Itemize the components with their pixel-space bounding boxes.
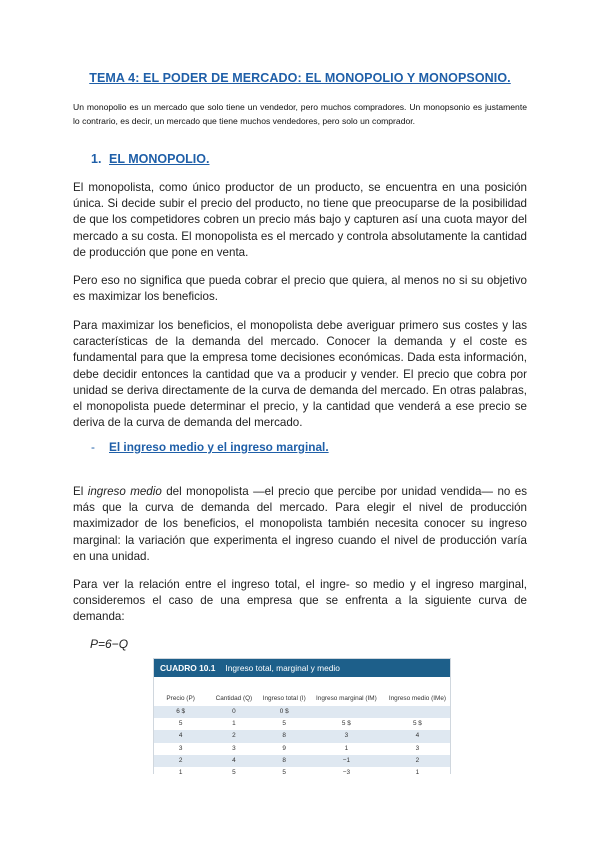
table-cell: 1 bbox=[207, 718, 260, 730]
p4-prefix: El bbox=[73, 485, 88, 498]
table-cell: 5 bbox=[154, 718, 207, 730]
paragraph-2: Pero eso no significa que pueda cobrar el precio que quiera, al menos no si su objetivo es maximizar los beneficios. bbox=[73, 274, 527, 304]
table-row bbox=[154, 755, 450, 767]
intro-paragraph: Un monopolio es un mercado que solo tiene un vendedor, pero muchos compradores. Un monopsonio es justamente lo contrario, es decir, un mercado que tiene muchos vendedores, pero solo un comprador. bbox=[73, 102, 527, 126]
table-header-bar bbox=[154, 659, 450, 677]
table-cell: 4 bbox=[207, 755, 260, 767]
col-header: Precio (P) bbox=[154, 677, 207, 706]
revenue-table bbox=[153, 658, 451, 777]
p4-italic-term: ingreso medio bbox=[87, 485, 162, 498]
table-cell: 3 bbox=[154, 743, 207, 755]
col-header: Ingreso medio (IMe) bbox=[385, 677, 450, 706]
table-label: CUADRO 10.1 bbox=[160, 663, 216, 673]
table-cell bbox=[308, 706, 385, 718]
paragraph-4 bbox=[73, 484, 527, 565]
table-cell bbox=[385, 706, 450, 718]
section-number: 1. bbox=[91, 152, 102, 166]
table-cell: −3 bbox=[308, 767, 385, 779]
col-header: Ingreso total (I) bbox=[261, 677, 308, 706]
table-row bbox=[154, 767, 450, 779]
table-row bbox=[154, 706, 450, 718]
table-cell: 0 $ bbox=[261, 706, 308, 718]
subsection-heading bbox=[91, 440, 329, 454]
table-cell: −1 bbox=[308, 755, 385, 767]
p4-rest: del monopolista —el precio que percibe por unidad vendida— no es más que la curva de demanda del mercado. Para elegir el nivel de producción maximizador de los beneficios, el monopolista también necesita conocer su ingreso marginal: la variación que experimenta el ingreso cuando el nivel de producción varía en una unidad. bbox=[73, 485, 528, 563]
table-cell: 5 bbox=[261, 718, 308, 730]
table-title: Ingreso total, marginal y medio bbox=[225, 663, 340, 673]
document-title: TEMA 4: EL PODER DE MERCADO: EL MONOPOLIO Y MONOPSONIO. bbox=[89, 71, 511, 85]
table-cell: 1 bbox=[154, 767, 207, 779]
col-header: Ingreso marginal (IM) bbox=[308, 677, 385, 706]
table-cell: 0 bbox=[207, 706, 260, 718]
table-row bbox=[154, 743, 450, 755]
table-cell: 1 bbox=[385, 767, 450, 779]
table-row bbox=[154, 730, 450, 742]
table-cell: 5 bbox=[207, 767, 260, 779]
table-cell: 4 bbox=[385, 730, 450, 742]
demand-formula: P=6−Q bbox=[90, 637, 129, 651]
table-cell: 2 bbox=[207, 730, 260, 742]
table-cell: 2 bbox=[154, 755, 207, 767]
table-cell: 5 bbox=[261, 767, 308, 779]
table-cell: 9 bbox=[261, 743, 308, 755]
paragraph-3: Para maximizar los beneficios, el monopolista debe averiguar primero sus costes y las características de la demanda del mercado. Conocer la demanda y el coste es fundamental para que la empresa tome decisiones económicas. Dada esta información, debe decidir entonces la cantidad que va a producir y vender. El precio que cobra por unidad se deriva directamente de la curva de demanda del mercado. En otras palabras, el monopolista puede determinar el precio, y la cantidad que venderá a ese precio se deriva de la curva de demanda del mercado. bbox=[73, 319, 527, 430]
table-cell: 6 $ bbox=[154, 706, 207, 718]
section-heading-monopolio bbox=[91, 152, 209, 166]
table-cell: 3 bbox=[308, 730, 385, 742]
revenue-data-table bbox=[154, 677, 450, 779]
paragraph-5: Para ver la relación entre el ingreso total, el ingre- so medio y el ingreso marginal, consideremos el caso de una empresa que se enfrenta a la siguiente curva de demanda: bbox=[73, 578, 527, 624]
table-cell: 3 bbox=[385, 743, 450, 755]
section-title: EL MONOPOLIO. bbox=[109, 152, 210, 166]
table-cell: 1 bbox=[308, 743, 385, 755]
table-row bbox=[154, 718, 450, 730]
table-cell: 3 bbox=[207, 743, 260, 755]
table-cell: 2 bbox=[385, 755, 450, 767]
subsection-title: El ingreso medio y el ingreso marginal. bbox=[109, 440, 329, 454]
table-cell: 5 $ bbox=[308, 718, 385, 730]
table-cell: 8 bbox=[261, 730, 308, 742]
paragraph-1: El monopolista, como único productor de un producto, se encuentra en una posición única. Si decide subir el precio del producto, no tiene que preocuparse de la posibilidad de que los competidores cobren un precio más bajo y capturen así una cuota mayor del mercado a su costa. El monopolista es el mercado y controla absolutamente la cantidad de producción que pone en venta. bbox=[73, 181, 527, 259]
subsection-dash: - bbox=[91, 440, 95, 454]
col-header: Cantidad (Q) bbox=[207, 677, 260, 706]
table-cell: 5 $ bbox=[385, 718, 450, 730]
table-cell: 4 bbox=[154, 730, 207, 742]
table-cell: 8 bbox=[261, 755, 308, 767]
